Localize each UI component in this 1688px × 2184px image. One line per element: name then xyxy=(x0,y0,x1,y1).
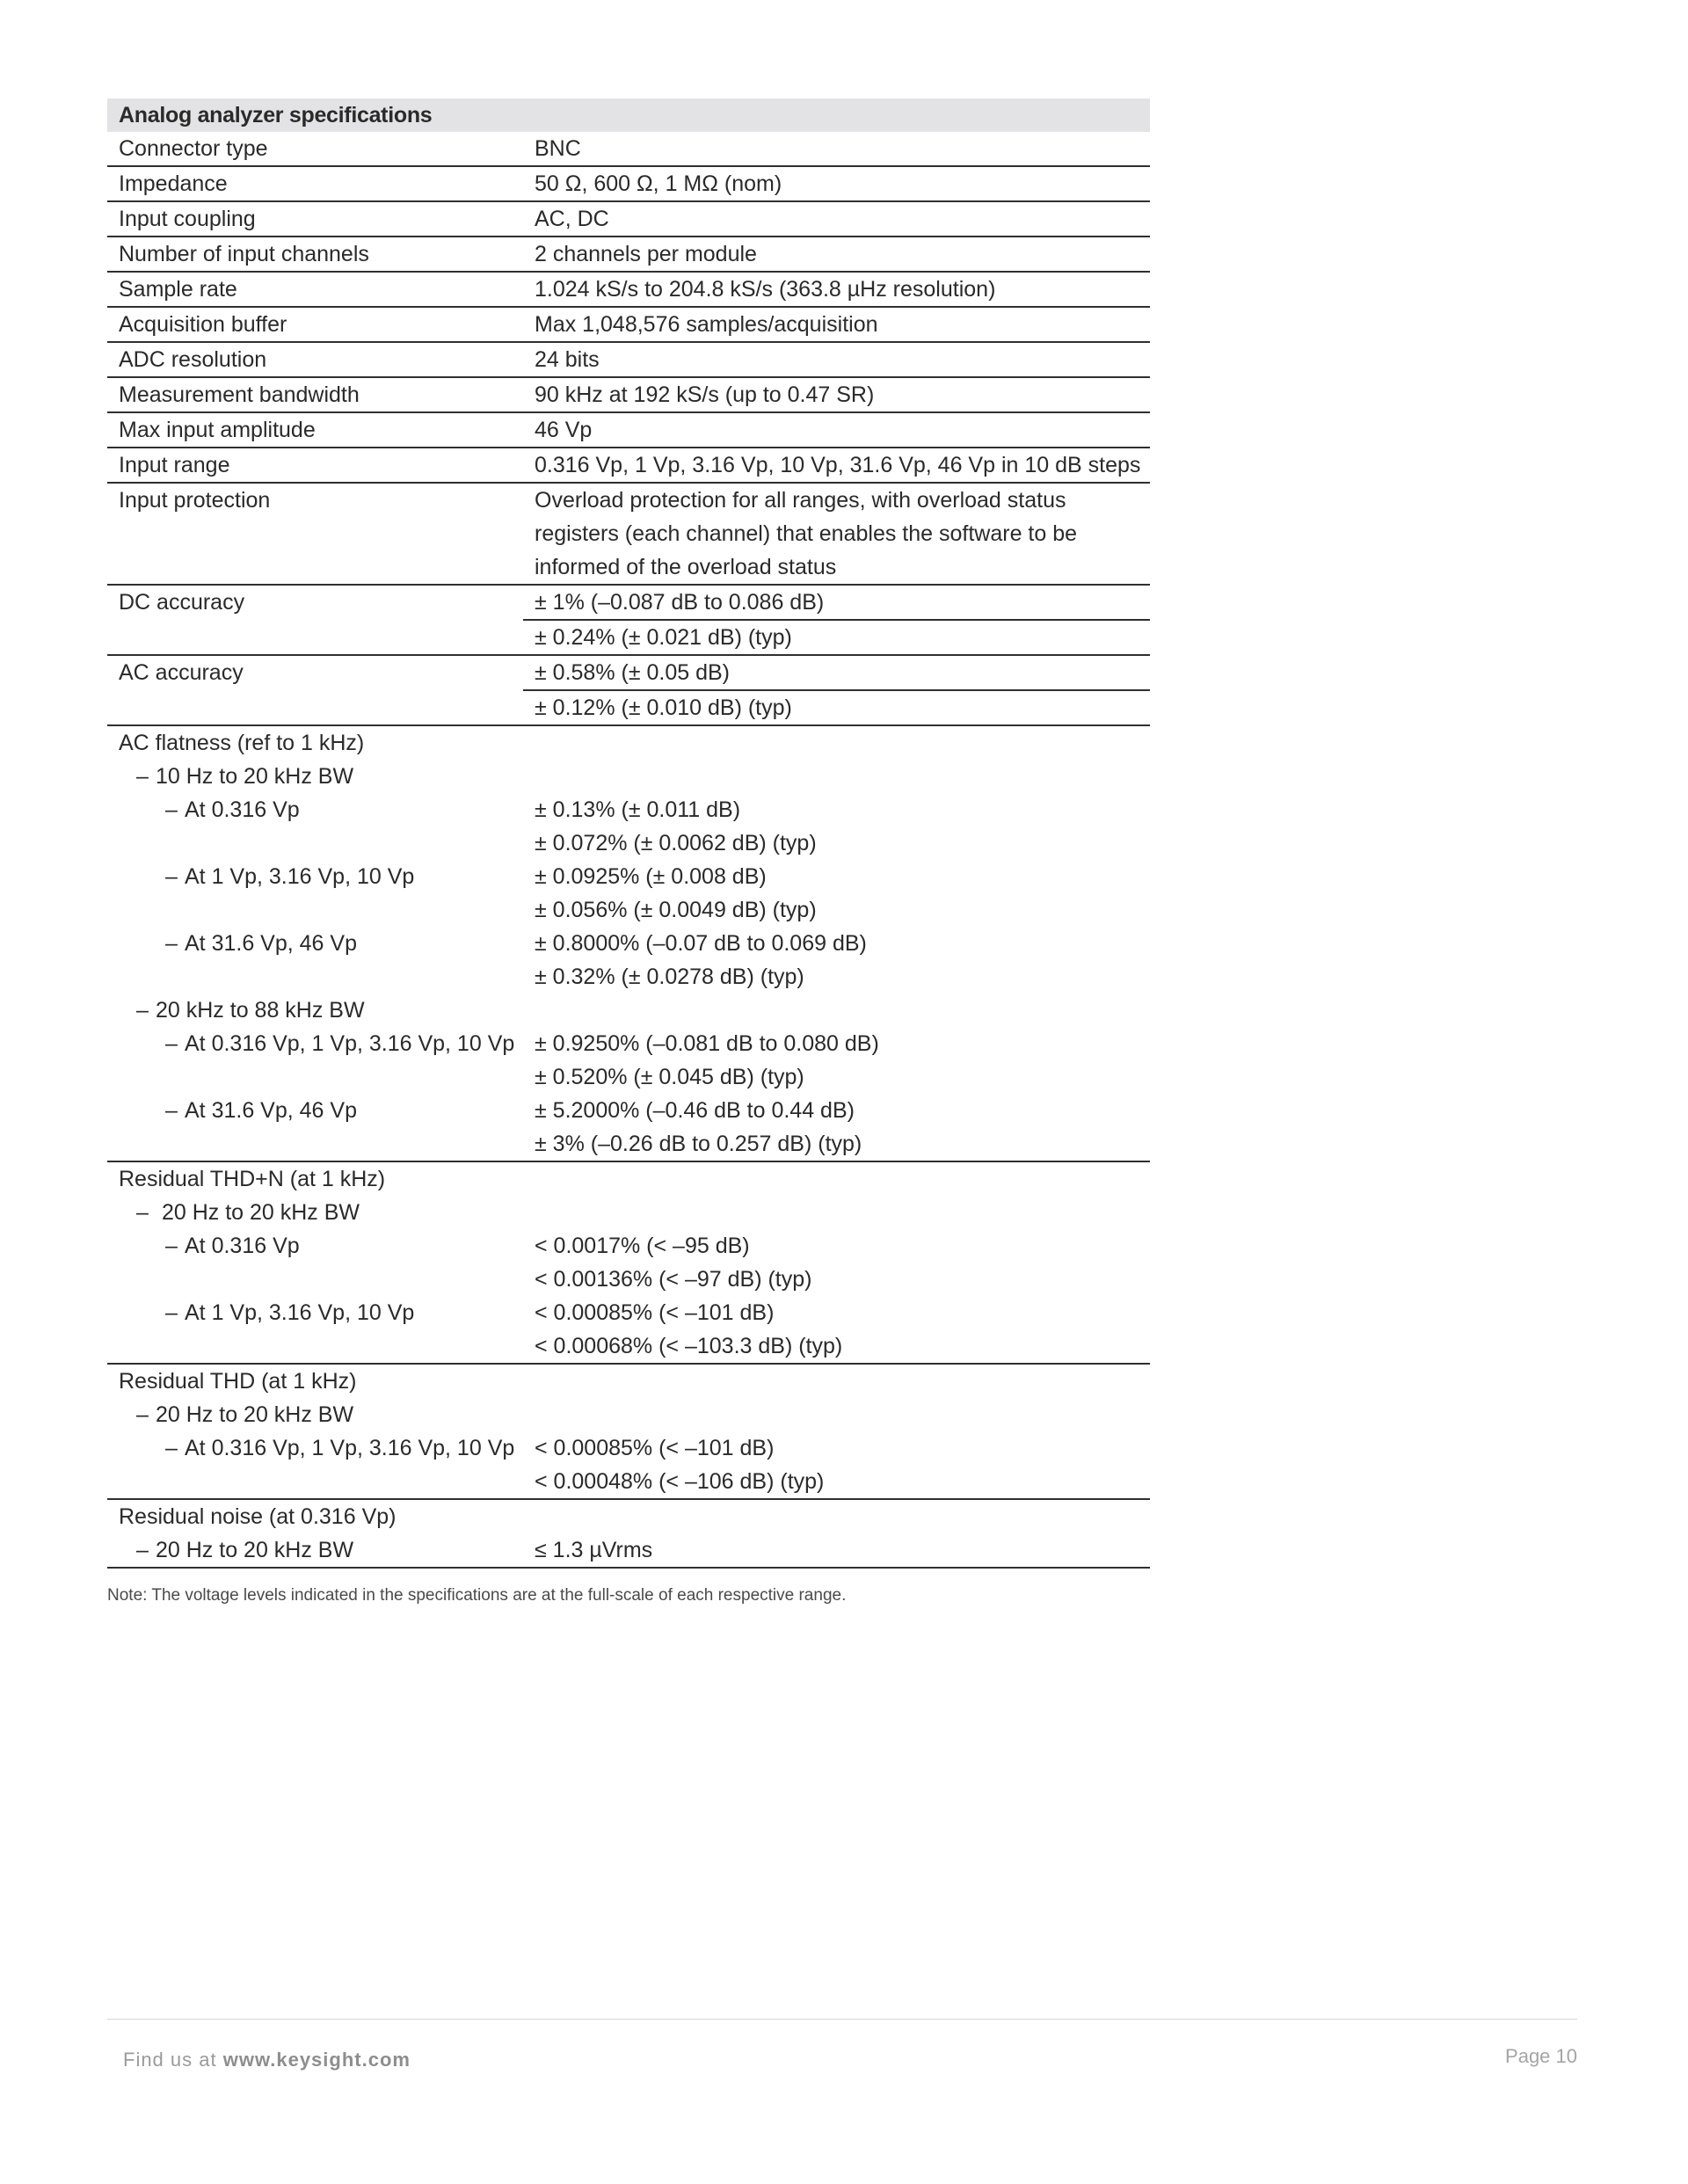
row-label: Residual THD (at 1 kHz) xyxy=(119,1369,357,1394)
row-label: Input protection xyxy=(107,483,523,585)
row-label: Residual noise (at 0.316 Vp) xyxy=(119,1504,397,1529)
table-row xyxy=(107,760,1150,793)
row-sublabel: – At 31.6 Vp, 46 Vp xyxy=(107,1094,523,1161)
row-value xyxy=(523,760,1150,793)
row-value xyxy=(523,1431,1150,1499)
row-value-line: informed of the overload status xyxy=(535,555,837,579)
table-row xyxy=(107,585,1150,620)
row-sublabel: – 20 Hz to 20 kHz BW xyxy=(107,1398,523,1431)
table-row xyxy=(107,725,1150,760)
dash-glyph: – xyxy=(165,1234,178,1258)
table-row xyxy=(107,860,1150,927)
dash-glyph: – xyxy=(165,931,178,956)
table-row xyxy=(107,927,1150,994)
table-row xyxy=(107,1161,1150,1196)
dash-glyph: – xyxy=(165,1436,178,1460)
table-row xyxy=(107,342,1150,377)
row-value xyxy=(523,1196,1150,1229)
dash-glyph: – xyxy=(136,1402,149,1427)
row-label: Acquisition buffer xyxy=(107,307,523,342)
row-value: 46 Vp xyxy=(523,412,1150,448)
table-row xyxy=(107,1229,1150,1296)
spec-table xyxy=(107,98,1150,1569)
table-row xyxy=(107,448,1150,483)
row-sublabel: – At 0.316 Vp xyxy=(107,793,523,860)
row-value-line: ± 0.9250% (–0.081 dB to 0.080 dB) xyxy=(535,1031,879,1056)
row-value-line: ± 0.8000% (–0.07 dB to 0.069 dB) xyxy=(535,931,867,956)
row-value xyxy=(523,1499,1150,1533)
row-label: Connector type xyxy=(107,132,523,166)
row-value xyxy=(523,1027,1150,1094)
row-value: 24 bits xyxy=(523,342,1150,377)
table-row xyxy=(107,237,1150,272)
dash-glyph: – xyxy=(165,864,178,889)
table-header-row xyxy=(107,98,1150,132)
row-value: ≤ 1.3 µVrms xyxy=(523,1533,1150,1568)
row-sublabel: – At 1 Vp, 3.16 Vp, 10 Vp xyxy=(107,860,523,927)
row-value xyxy=(523,860,1150,927)
dash-glyph: – xyxy=(165,1300,178,1325)
table-row xyxy=(107,994,1150,1027)
table-row xyxy=(107,307,1150,342)
row-value: 90 kHz at 192 kS/s (up to 0.47 SR) xyxy=(523,377,1150,412)
row-value-line: < 0.00068% (< –103.3 dB) (typ) xyxy=(535,1334,843,1358)
row-value-line: ± 0.0925% (± 0.008 dB) xyxy=(535,864,767,889)
row-label: Number of input channels xyxy=(107,237,523,272)
row-value: Max 1,048,576 samples/acquisition xyxy=(523,307,1150,342)
dash-glyph: – xyxy=(136,1200,149,1225)
table-row xyxy=(107,1533,1150,1568)
row-value-line: ± 3% (–0.26 dB to 0.257 dB) (typ) xyxy=(535,1132,862,1156)
row-value: AC, DC xyxy=(523,201,1150,237)
row-value xyxy=(523,1296,1150,1364)
row-label: Impedance xyxy=(107,166,523,201)
row-value-line: registers (each channel) that enables the software to be xyxy=(535,521,1078,546)
row-value xyxy=(523,1094,1150,1161)
footer-divider xyxy=(107,2019,1577,2020)
table-row xyxy=(107,412,1150,448)
row-value-line: ± 5.2000% (–0.46 dB to 0.44 dB) xyxy=(535,1098,855,1123)
row-label: Max input amplitude xyxy=(107,412,523,448)
row-label: ADC resolution xyxy=(107,342,523,377)
table-row xyxy=(107,1296,1150,1364)
row-value-line: ± 0.32% (± 0.0278 dB) (typ) xyxy=(535,965,804,989)
row-sublabel: – 20 kHz to 88 kHz BW xyxy=(107,994,523,1027)
table-title: Analog analyzer specifications xyxy=(107,98,1150,132)
row-value-line: ± 0.13% (± 0.011 dB) xyxy=(535,797,741,822)
table-row xyxy=(107,132,1150,166)
table-row xyxy=(107,1499,1150,1533)
row-label: DC accuracy xyxy=(107,585,523,655)
dash-glyph: – xyxy=(136,1538,149,1562)
footer-find-us xyxy=(123,2049,411,2071)
row-label: Residual THD+N (at 1 kHz) xyxy=(119,1167,386,1191)
row-label: Input range xyxy=(107,448,523,483)
row-sublabel: – At 1 Vp, 3.16 Vp, 10 Vp xyxy=(107,1296,523,1364)
row-value xyxy=(523,994,1150,1027)
table-row xyxy=(107,1094,1150,1161)
row-sublabel: – At 0.316 Vp, 1 Vp, 3.16 Vp, 10 Vp xyxy=(107,1431,523,1499)
dash-glyph: – xyxy=(165,1098,178,1123)
row-value: 0.316 Vp, 1 Vp, 3.16 Vp, 10 Vp, 31.6 Vp, 46 Vp in 10 dB steps xyxy=(523,448,1150,483)
row-sublabel: – 10 Hz to 20 kHz BW xyxy=(107,760,523,793)
table-row xyxy=(107,1398,1150,1431)
table-row xyxy=(107,793,1150,860)
row-value xyxy=(523,1229,1150,1296)
row-value xyxy=(523,927,1150,994)
footer-website-link[interactable]: www.keysight.com xyxy=(222,2049,411,2071)
row-value: ± 1% (–0.087 dB to 0.086 dB) xyxy=(523,585,1150,620)
table-row xyxy=(107,201,1150,237)
table-row xyxy=(107,483,1150,585)
page-number: Page 10 xyxy=(1505,2045,1577,2067)
table-row xyxy=(107,272,1150,307)
row-value-line: < 0.0017% (< –95 dB) xyxy=(535,1234,750,1258)
row-value-line: ± 0.520% (± 0.045 dB) (typ) xyxy=(535,1065,804,1089)
row-label: Sample rate xyxy=(107,272,523,307)
dash-glyph: – xyxy=(136,998,149,1023)
row-value-line: Overload protection for all ranges, with overload status xyxy=(535,488,1066,513)
row-sublabel: – 20 Hz to 20 kHz BW xyxy=(107,1533,523,1568)
row-value xyxy=(523,1161,1150,1196)
row-value-line: ± 0.072% (± 0.0062 dB) (typ) xyxy=(535,831,817,855)
row-value xyxy=(523,1398,1150,1431)
row-value xyxy=(523,793,1150,860)
dash-glyph: – xyxy=(165,797,178,822)
row-value-line: < 0.00085% (< –101 dB) xyxy=(535,1300,775,1325)
row-value xyxy=(523,725,1150,760)
footer-prefix: Find us at xyxy=(123,2049,223,2071)
row-value: ± 0.12% (± 0.010 dB) (typ) xyxy=(523,690,1150,725)
footnote: Note: The voltage levels indicated in the specifications are at the full-scale of each respective range. xyxy=(107,1586,847,1605)
row-value: 50 Ω, 600 Ω, 1 MΩ (nom) xyxy=(523,166,1150,201)
row-value xyxy=(523,1364,1150,1398)
table-row xyxy=(107,1196,1150,1229)
row-value xyxy=(523,483,1150,585)
dash-glyph: – xyxy=(136,764,149,789)
table-row xyxy=(107,1364,1150,1398)
row-value: ± 0.24% (± 0.021 dB) (typ) xyxy=(523,620,1150,655)
row-label: AC accuracy xyxy=(107,655,523,725)
dash-glyph: – xyxy=(165,1031,178,1056)
row-value: 2 channels per module xyxy=(523,237,1150,272)
table-row xyxy=(107,377,1150,412)
row-sublabel: – At 31.6 Vp, 46 Vp xyxy=(107,927,523,994)
table-row xyxy=(107,1027,1150,1094)
row-value-line: ± 0.056% (± 0.0049 dB) (typ) xyxy=(535,898,817,922)
row-value: BNC xyxy=(523,132,1150,166)
row-sublabel: – At 0.316 Vp, 1 Vp, 3.16 Vp, 10 Vp xyxy=(107,1027,523,1094)
row-sublabel: – 20 Hz to 20 kHz BW xyxy=(107,1196,523,1229)
row-value-line: < 0.00085% (< –101 dB) xyxy=(535,1436,775,1460)
row-label: Input coupling xyxy=(107,201,523,237)
row-value-line: < 0.00048% (< –106 dB) (typ) xyxy=(535,1469,825,1494)
table-row xyxy=(107,655,1150,690)
row-value-line: < 0.00136% (< –97 dB) (typ) xyxy=(535,1267,812,1292)
row-value: ± 0.58% (± 0.05 dB) xyxy=(523,655,1150,690)
row-sublabel: – At 0.316 Vp xyxy=(107,1229,523,1296)
row-label: AC flatness (ref to 1 kHz) xyxy=(119,731,365,755)
row-label: Measurement bandwidth xyxy=(107,377,523,412)
row-value: 1.024 kS/s to 204.8 kS/s (363.8 µHz resolution) xyxy=(523,272,1150,307)
table-row xyxy=(107,166,1150,201)
table-row xyxy=(107,1431,1150,1499)
